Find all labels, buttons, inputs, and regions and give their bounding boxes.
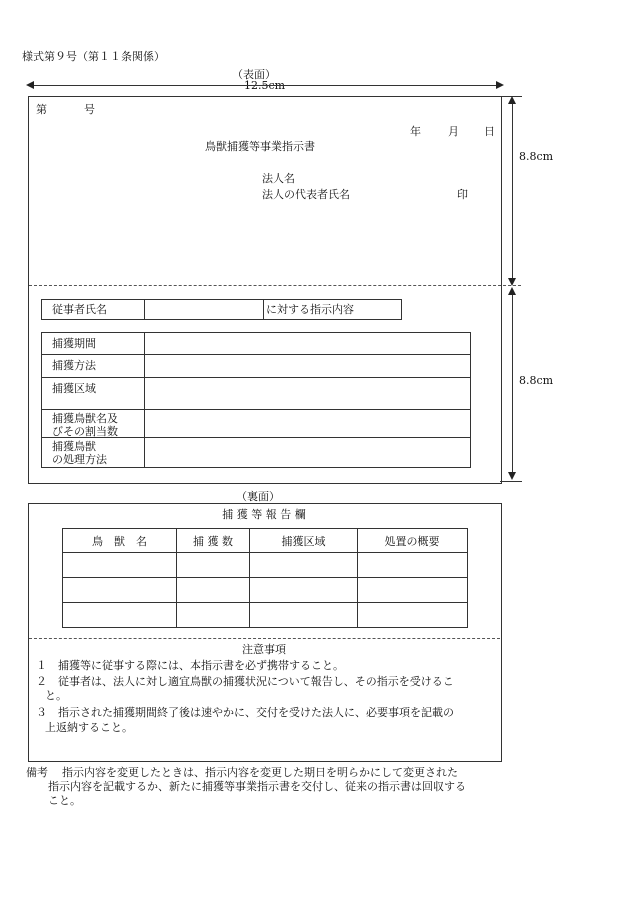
row-divider: [62, 577, 467, 578]
date-month: 月: [448, 125, 459, 138]
document-title: 鳥獣捕獲等事業指示書: [205, 140, 315, 153]
back-side-label: （裏面）: [236, 490, 280, 503]
height-dimension-line-top: [512, 100, 513, 280]
row-divider: [41, 409, 470, 410]
fold-line-back: [29, 638, 500, 639]
arrow-up-icon: [508, 287, 516, 295]
worker-name-label: 従事者氏名: [52, 303, 107, 316]
note-2: ２ 従事者は、法人に対し適宜鳥獣の捕獲状況について報告し、その指示を受けるこ: [36, 675, 454, 688]
instruction-label: に対する指示内容: [266, 303, 354, 316]
row-divider: [62, 602, 467, 603]
col-header-species: 鳥 獣 名: [92, 535, 147, 548]
date-year: 年: [410, 125, 421, 138]
remarks-line-1: 指示内容を変更したときは、指示内容を変更した期日を明らかにして変更された: [62, 766, 458, 779]
col-header-action: 処置の概要: [384, 535, 440, 548]
fold-line-front: [29, 285, 521, 286]
number-suffix: 号: [84, 103, 95, 116]
corp-name-label: 法人名: [262, 172, 295, 185]
row-label-species: 捕獲鳥獣名及 びその割当数: [52, 412, 118, 438]
divider: [263, 299, 264, 319]
col-header-area: 捕獲区域: [281, 535, 326, 548]
report-title: 捕 獲 等 報 告 欄: [222, 508, 306, 521]
row-divider: [41, 354, 470, 355]
notes-title: 注意事項: [242, 643, 286, 656]
width-dimension-label: 12.5cm: [244, 79, 286, 92]
row-divider: [41, 377, 470, 378]
row-label-area: 捕獲区域: [52, 382, 96, 395]
arrow-right-icon: [496, 81, 504, 89]
arrow-down-icon: [508, 472, 516, 480]
form-number-label: 様式第９号（第１１条関係）: [22, 50, 165, 63]
height-dimension-label-bottom: 8.8cm: [519, 374, 554, 387]
arrow-down-icon: [508, 278, 516, 286]
seal-label: 印: [457, 188, 468, 201]
note-2-cont: と。: [45, 689, 67, 702]
height-dimension-line-bottom: [512, 292, 513, 474]
remarks-line-3: こと。: [48, 794, 81, 807]
date-day: 日: [484, 125, 495, 138]
divider: [144, 332, 145, 467]
remarks-line-2: 指示内容を記載するか、新たに捕獲等事業指示書を交付し、従来の指示書は回収する: [48, 780, 466, 793]
row-label-period: 捕獲期間: [52, 337, 96, 350]
note-1: １ 捕獲等に従事する際には、本指示書を必ず携帯すること。: [36, 659, 344, 672]
height-dimension-label-top: 8.8cm: [519, 150, 554, 163]
col-header-count: 捕 獲 数: [193, 535, 233, 548]
number-label: 第: [36, 103, 47, 116]
width-dimension-line: [30, 85, 500, 86]
row-divider: [62, 552, 467, 553]
dim-tick-bottom: [500, 481, 522, 482]
row-label-disposal: 捕獲鳥獣 の処理方法: [52, 440, 107, 466]
note-3: ３ 指示された捕獲期間終了後は速やかに、交付を受けた法人に、必要事項を記載の: [36, 706, 454, 719]
arrow-left-icon: [26, 81, 34, 89]
remarks-label: 備考: [26, 766, 48, 779]
row-label-method: 捕獲方法: [52, 359, 96, 372]
note-3-cont: 上返納すること。: [45, 721, 133, 734]
corp-rep-label: 法人の代表者氏名: [262, 188, 350, 201]
divider: [144, 299, 145, 319]
arrow-up-icon: [508, 96, 516, 104]
front-side-label: （表面）: [232, 68, 276, 81]
